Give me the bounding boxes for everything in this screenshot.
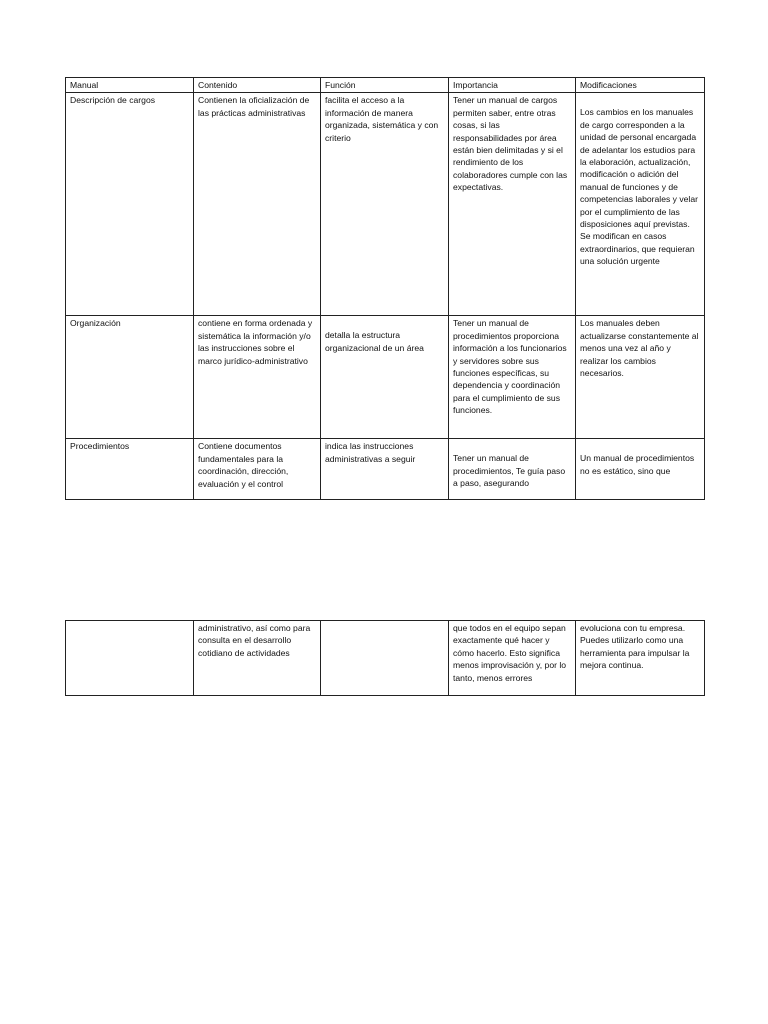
header-contenido: Contenido bbox=[194, 78, 321, 93]
cell-manual: Descripción de cargos bbox=[66, 93, 194, 316]
cell-importancia: Tener un manual de cargos permiten saber, entre otras cosas, si las responsabilidades por área están bien delimitadas y si el rendimiento de los colaboradores cumple con las expectativas. bbox=[449, 93, 576, 316]
table-header-row bbox=[66, 78, 705, 93]
cell-funcion bbox=[321, 621, 449, 696]
table-row bbox=[66, 93, 705, 316]
cell-manual: Procedimientos bbox=[66, 439, 194, 500]
cell-manual bbox=[66, 621, 194, 696]
cell-importancia: que todos en el equipo sepan exactamente qué hacer y cómo hacerlo. Esto significa menos improvisación y, por lo tanto, menos errores bbox=[449, 621, 576, 696]
cell-contenido: Contienen la oficialización de las prácticas administrativas bbox=[194, 93, 321, 316]
header-funcion: Función bbox=[321, 78, 449, 93]
cell-modificaciones: evoluciona con tu empresa. Puedes utilizarlo como una herramienta para impulsar la mejora continua. bbox=[576, 621, 705, 696]
cell-importancia: Tener un manual de procedimientos, Te guía paso a paso, asegurando bbox=[449, 439, 576, 500]
cell-modificaciones: Los cambios en los manuales de cargo corresponden a la unidad de personal encargada de adelantar los estudios para la elaboración, actualización, modificación o adición del manual de funciones y de competencias laborales y velar por el cumplimiento de las disposiciones aquí previstas. Se modifican en casos extraordinarios, que requieran una solución urgente bbox=[576, 93, 705, 316]
cell-modificaciones: Los manuales deben actualizarse constantemente al menos una vez al año y realizar los cambios necesarios. bbox=[576, 316, 705, 439]
cell-manual: Organización bbox=[66, 316, 194, 439]
cell-modificaciones: Un manual de procedimientos no es estático, sino que bbox=[576, 439, 705, 500]
table-row bbox=[66, 316, 705, 439]
cell-contenido: administrativo, así como para consulta en el desarrollo cotidiano de actividades bbox=[194, 621, 321, 696]
header-modificaciones: Modificaciones bbox=[576, 78, 705, 93]
header-manual: Manual bbox=[66, 78, 194, 93]
cell-funcion: detalla la estructura organizacional de un área bbox=[321, 316, 449, 439]
table-row bbox=[66, 439, 705, 500]
manuals-table bbox=[65, 77, 705, 500]
table-row bbox=[66, 621, 705, 696]
cell-funcion: facilita el acceso a la información de manera organizada, sistemática y con criterio bbox=[321, 93, 449, 316]
header-importancia: Importancia bbox=[449, 78, 576, 93]
cell-funcion: indica las instrucciones administrativas a seguir bbox=[321, 439, 449, 500]
cell-importancia: Tener un manual de procedimientos proporciona información a los funcionarios y servidores sobre sus funciones específicas, su dependencia y coordinación para el cumplimiento de sus funciones. bbox=[449, 316, 576, 439]
manuals-table-continuation bbox=[65, 620, 705, 696]
cell-contenido: Contiene documentos fundamentales para la coordinación, dirección, evaluación y el control bbox=[194, 439, 321, 500]
cell-contenido: contiene en forma ordenada y sistemática la información y/o las instrucciones sobre el marco jurídico-administrativo bbox=[194, 316, 321, 439]
